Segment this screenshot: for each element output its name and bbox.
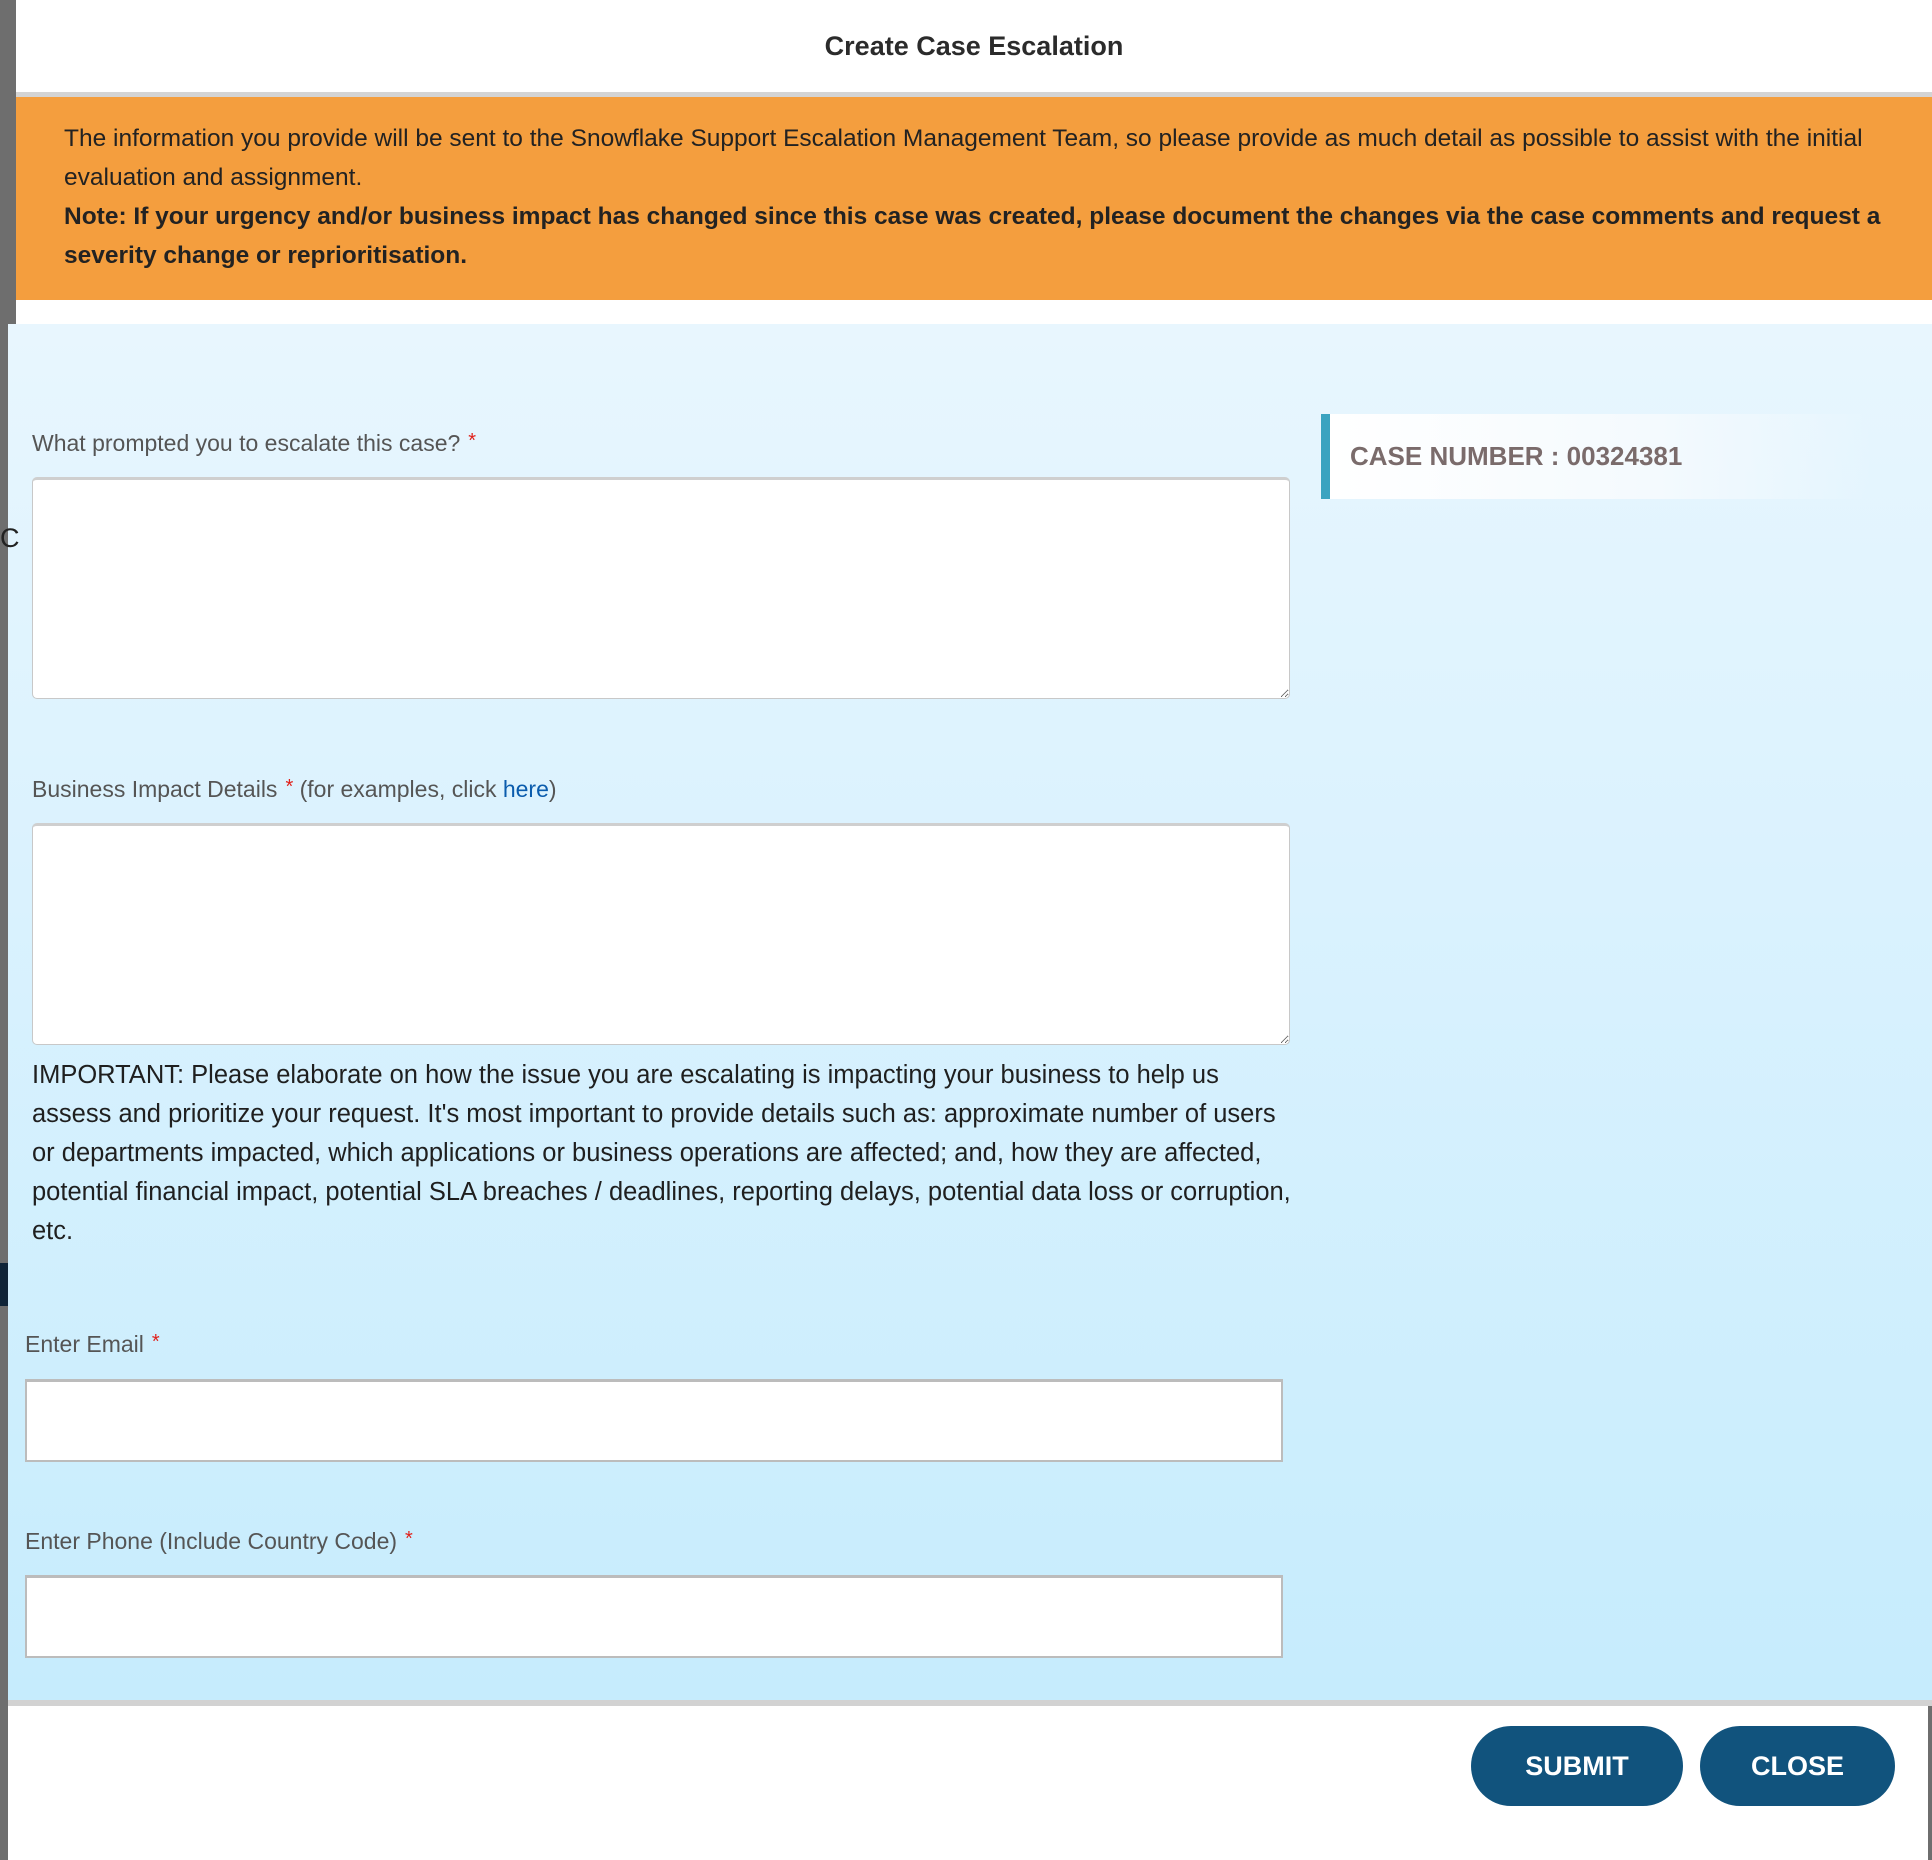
- impact-label-text: Business Impact Details: [32, 776, 278, 802]
- required-marker: *: [285, 776, 294, 798]
- email-label: [25, 1331, 160, 1358]
- submit-button[interactable]: SUBMIT: [1471, 1726, 1683, 1806]
- impact-label: [32, 776, 557, 803]
- business-impact-textarea[interactable]: [32, 823, 1290, 1045]
- background-page-strip-lower: [0, 1306, 8, 1860]
- case-number: CASE NUMBER : 00324381: [1350, 441, 1683, 471]
- prompt-label-text: What prompted you to escalate this case?: [32, 430, 461, 456]
- email-input[interactable]: [25, 1379, 1283, 1462]
- required-marker: *: [468, 430, 477, 452]
- footer-divider: [8, 1700, 1932, 1706]
- escalation-reason-textarea[interactable]: [32, 477, 1290, 699]
- phone-input[interactable]: [25, 1575, 1283, 1658]
- background-partial-text: C: [0, 523, 20, 553]
- email-label-text: Enter Email: [25, 1331, 144, 1357]
- important-note: IMPORTANT: Please elaborate on how the issue you are escalating is impacting your business to help us assess and prioritize your request. It's most important to provide details such as: approximate number of users or departments impacted, which applications or business operations are affected; and, how they are affected, potential financial impact, potential SLA breaches / deadlines, reporting delays, potential data loss or corruption, etc.: [32, 1061, 1291, 1245]
- info-banner: [16, 97, 1932, 300]
- impact-hint-prefix: (for examples, click: [299, 776, 503, 802]
- required-marker: *: [405, 1528, 413, 1550]
- modal-title: Create Case Escalation: [824, 30, 1124, 61]
- required-marker: *: [151, 1331, 160, 1353]
- close-button[interactable]: CLOSE: [1700, 1726, 1895, 1806]
- phone-label-text: Enter Phone (Include Country Code): [25, 1528, 398, 1554]
- prompt-label: [32, 430, 476, 457]
- case-number-box: [1321, 414, 1873, 499]
- impact-hint-suffix: ): [548, 776, 557, 802]
- phone-label: [25, 1528, 413, 1555]
- banner-info-text: The information you provide will be sent to the Snowflake Support Escalation Management Team, so please provide as much detail as possible to assist with the initial evaluation and assignment.: [64, 125, 1863, 191]
- banner-note-text: Note: If your urgency and/or business impact has changed since this case was created, please document the changes via the case comments and request a severity change or reprioritisation.: [64, 203, 1881, 269]
- examples-link[interactable]: here: [502, 776, 549, 802]
